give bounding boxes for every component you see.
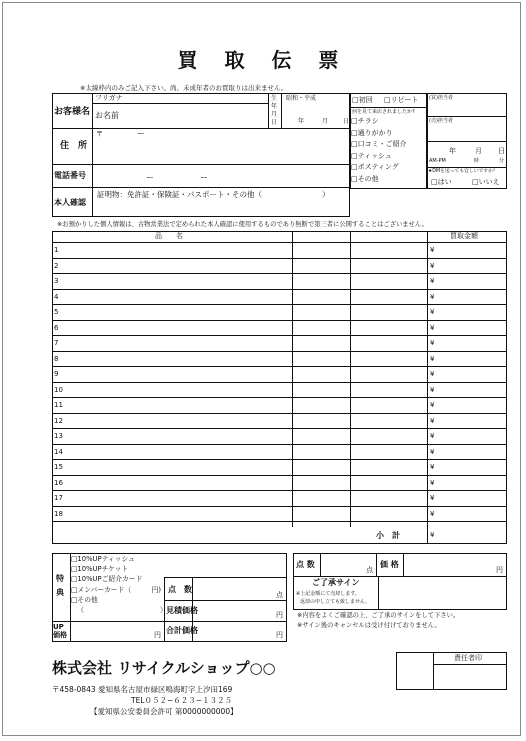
estimate-en: 円 — [276, 611, 283, 619]
ampm-label: AM-PM — [429, 158, 446, 164]
visit-option-5[interactable]: □その他 — [351, 174, 379, 183]
sign-label: ご了承サイン — [312, 578, 360, 587]
row-yen: ¥ — [430, 277, 435, 285]
visit-option-4[interactable]: □ポスティング — [351, 163, 399, 171]
row-yen: ¥ — [430, 246, 435, 254]
row-number: 6 — [54, 323, 59, 332]
responsible-label: 責任者印 — [454, 654, 482, 662]
table-row[interactable] — [53, 507, 506, 522]
first-visit-checkbox[interactable]: □初回 — [352, 96, 373, 104]
row-number: 10 — [54, 385, 63, 394]
row-number: 1 — [54, 246, 59, 254]
buy-staff-label: (買)担当者 — [429, 95, 453, 101]
perk-points-label: 点 数 — [168, 585, 192, 594]
visit-option-0[interactable]: □チラシ — [351, 117, 379, 125]
subtotal-label: 小 計 — [376, 531, 400, 540]
row-yen: ¥ — [430, 261, 435, 270]
total-price-en: 円 — [276, 631, 283, 639]
table-row[interactable] — [53, 352, 506, 367]
page-title: 買 取 伝 票 — [177, 48, 349, 72]
era-label: 昭和・平成 — [286, 95, 317, 102]
row-yen: ¥ — [430, 432, 435, 440]
col-buy-price: 買取金額 — [450, 232, 478, 240]
row-yen: ¥ — [430, 416, 435, 425]
sign-note-2: 返却の申し立ても致しません。 — [300, 599, 371, 605]
table-row[interactable] — [53, 336, 506, 351]
perks-label: 特典 — [56, 574, 64, 597]
company-address: 〒458-0843 愛知県名古屋市緑区鳴海町字上汐田169 — [52, 685, 233, 694]
row-yen: ¥ — [430, 323, 435, 332]
row-number: 9 — [54, 370, 59, 378]
visit-month-label: 月 — [475, 147, 482, 155]
phone-label: 電話番号 — [54, 171, 86, 180]
table-row[interactable] — [53, 414, 506, 429]
row-yen: ¥ — [430, 494, 435, 502]
visit-option-2[interactable]: □口コミ・ご紹介 — [351, 140, 407, 148]
company-name: 株式会社 リサイクルショップ○○ — [52, 659, 276, 677]
perk-points-unit: 点 — [276, 591, 283, 599]
row-yen: ¥ — [430, 339, 435, 347]
table-row[interactable] — [53, 460, 506, 475]
table-row[interactable] — [53, 367, 506, 382]
hour-label: 時 — [474, 158, 480, 164]
row-number: 16 — [54, 478, 63, 487]
summary-points-label: 点 数 — [296, 560, 315, 569]
furigana-label: フリガナ — [95, 94, 123, 102]
how-did-you-hear: 何を見て来店されましたか? — [352, 109, 415, 115]
perk-option-0[interactable]: □10%UPティッシュ — [71, 555, 135, 563]
company-license: 【愛知県公安委員会許可 第0000000000】 — [90, 707, 238, 716]
row-yen: ¥ — [430, 370, 435, 378]
up-price-en: 円 — [154, 631, 161, 639]
furigana-input[interactable] — [128, 94, 266, 102]
phone-input[interactable] — [94, 166, 348, 186]
notice-top: ※太線枠内のみご記入下さい。尚、未成年者のお買取りは出来ません。 — [80, 84, 288, 92]
row-number: 8 — [54, 354, 59, 363]
row-yen: ¥ — [430, 401, 435, 409]
birth-day-label: 日 — [343, 118, 350, 125]
table-row[interactable] — [53, 491, 506, 506]
row-number: 13 — [54, 432, 63, 440]
dm-question: ★DMを送っても宜しいですか？ — [428, 169, 498, 174]
phone-dash-1: ー — [146, 173, 154, 182]
row-number: 4 — [54, 292, 59, 301]
row-yen: ¥ — [430, 354, 435, 363]
perk-option-3[interactable]: □メンバーカード（ 円) — [71, 585, 162, 594]
table-row[interactable] — [53, 274, 506, 289]
perk-other-paren-close: ） — [160, 606, 167, 614]
visit-year-label: 年 — [449, 147, 456, 155]
row-number: 14 — [54, 447, 63, 456]
table-row[interactable] — [53, 305, 506, 320]
signature-box[interactable] — [380, 578, 505, 608]
id-options[interactable]: 証明物：免許証・保険証・パスポート・その他（ ） — [97, 190, 330, 199]
col-item-name: 品 名 — [155, 232, 183, 240]
birth-year-label: 年 — [298, 118, 305, 125]
row-number: 18 — [54, 509, 63, 518]
sign-note-1: ※上記金額にて売却します。 — [296, 591, 360, 597]
minute-label: 分 — [499, 158, 505, 164]
table-row[interactable] — [53, 476, 506, 491]
summary-note-1: ※内容をよくご確認の上、ご了承のサインをして下さい。 — [297, 612, 460, 619]
table-row[interactable] — [53, 321, 506, 336]
sell-staff-label: (売)担当者 — [429, 118, 453, 124]
table-row[interactable] — [53, 429, 506, 444]
table-row[interactable] — [53, 243, 506, 258]
birth-month-label: 月 — [322, 118, 329, 125]
table-row[interactable] — [53, 383, 506, 398]
phone-dash-2: ー — [200, 173, 208, 182]
perk-option-4[interactable]: □その他 — [71, 595, 98, 604]
stamp-area[interactable] — [434, 665, 506, 689]
id-check-label: 本人確認 — [54, 198, 86, 207]
privacy-notice: ※お預かりした個人情報は、古物営業法で定められた本人確認に使用するものであり無断で第三者に公開することはございません。 — [57, 221, 428, 228]
postal-mark: 〒 — [96, 130, 103, 138]
table-row[interactable] — [53, 290, 506, 305]
perk-other-paren-open: （ — [77, 606, 84, 614]
visit-option-3[interactable]: □ティッシュ — [351, 151, 392, 160]
row-number: 2 — [54, 261, 59, 270]
name-input[interactable] — [130, 104, 266, 127]
birth-label: 生年月日 — [271, 95, 278, 126]
row-yen: ¥ — [430, 447, 435, 456]
total-price-label: 合計価格 — [166, 626, 198, 635]
row-number: 7 — [54, 339, 59, 347]
onamae-label: お名前 — [95, 111, 119, 120]
perk-option-1[interactable]: □10%UPチケット — [71, 565, 129, 574]
row-number: 15 — [54, 463, 63, 471]
row-yen: ¥ — [430, 385, 435, 394]
up-price-label: UP価格 — [53, 623, 67, 639]
row-yen: ¥ — [430, 292, 435, 301]
subtotal-yen: ¥ — [430, 531, 435, 539]
dm-yes-checkbox[interactable]: □はい — [431, 178, 452, 186]
address-input[interactable] — [94, 140, 348, 162]
table-row[interactable] — [53, 398, 506, 413]
row-number: 3 — [54, 277, 59, 285]
summary-price-en: 円 — [496, 566, 503, 574]
visit-option-1[interactable]: □通りがかり — [351, 128, 393, 137]
company-tel: TEL０５２−６２３−１３２５ — [131, 696, 233, 705]
estimate-label: 見積価格 — [166, 606, 198, 615]
dm-no-checkbox[interactable]: □いいえ — [472, 178, 500, 186]
summary-points-unit: 点 — [366, 566, 373, 574]
row-number: 17 — [54, 494, 63, 502]
row-yen: ¥ — [430, 478, 435, 487]
summary-note-2: ※サイン後のキャンセルは受け付けておりません。 — [297, 622, 441, 629]
customer-name-label: お客様名 — [54, 107, 91, 117]
row-number: 5 — [54, 308, 59, 316]
row-number: 12 — [54, 416, 63, 425]
row-yen: ¥ — [430, 509, 435, 518]
row-yen: ¥ — [430, 308, 435, 316]
postal-dash: ー — [137, 129, 145, 138]
perk-option-2[interactable]: □10%UPご紹介カード — [71, 575, 143, 584]
summary-price-label: 価 格 — [380, 560, 399, 569]
address-label: 住 所 — [60, 141, 88, 151]
repeat-visit-checkbox[interactable]: □リピート — [384, 96, 419, 104]
table-row[interactable] — [53, 445, 506, 460]
row-number: 11 — [54, 401, 63, 409]
visit-day-label: 日 — [498, 147, 505, 155]
table-row[interactable] — [53, 259, 506, 274]
row-yen: ¥ — [430, 463, 435, 471]
